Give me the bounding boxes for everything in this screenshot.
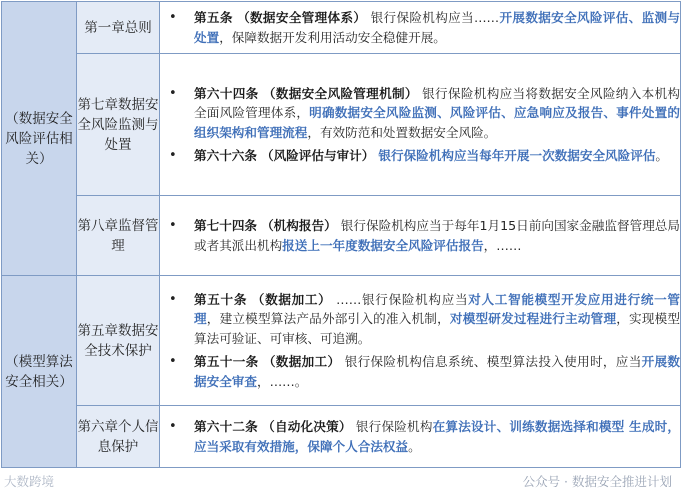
article-text: ……银行保险机构应当 (336, 291, 469, 307)
article-heading: （风险评估与审计） (260, 148, 375, 163)
chapter-cell (77, 54, 160, 196)
article-heading: （数据加工） (262, 354, 341, 370)
list-item (160, 290, 680, 349)
content-cell (160, 2, 681, 54)
category-cell-risk-assessment (2, 2, 77, 276)
highlight-text: 在算法设计、训练数据选择和模型 生成时，应当采取有效措施，保障个人合法权益 (194, 419, 680, 454)
article-text: ，保障数据开发利用活动安全稳健开展。 (219, 29, 446, 45)
chapter-cell (77, 276, 160, 406)
list-item (160, 352, 680, 391)
category-label: （数据安全风险评估相关） (5, 110, 73, 167)
article-heading: （机构报告） (261, 218, 337, 233)
bullet: • (169, 10, 177, 25)
list-item (160, 216, 680, 255)
table-row (2, 196, 681, 276)
list-item (160, 417, 680, 456)
chapter-label: 第八章监督管理 (77, 217, 159, 254)
article-text: ，…… (483, 237, 522, 253)
article-number: 第五十一条 (194, 354, 259, 370)
table-row (2, 54, 681, 196)
list-item (160, 84, 680, 143)
watermark-left (4, 472, 54, 490)
article-number: 第六十六条 (194, 148, 257, 163)
bullet: • (169, 218, 177, 233)
article-heading: （自动化决策） (262, 419, 352, 434)
content-cell (160, 54, 681, 196)
highlight-text: 明确数据安全风险监测、风险评估、应急响应及报告、事件处置的组织架构和管理流程 (194, 105, 681, 140)
article-text: 。 (408, 438, 421, 454)
content-cell (160, 276, 681, 406)
highlight-text: 开展数据安全风险评估、监测与处置 (194, 10, 681, 45)
article-text: ，建立模型算法产品外部引入的准入机制， (206, 311, 450, 327)
content-cell (160, 196, 681, 276)
bullet: • (169, 419, 177, 434)
article-heading: （数据加工） (251, 291, 332, 307)
watermark-right (523, 472, 672, 490)
list-item (160, 146, 680, 166)
article-text: ，实现模型算法可验证、可审核、可追溯。 (194, 311, 681, 346)
article-number: 第七十四条 (194, 218, 258, 233)
watermark-right-text: 公众号 · 数据安全推进计划 (522, 474, 672, 489)
content-cell (160, 406, 681, 468)
article-heading: （数据安全风险管理机制） (262, 85, 418, 101)
regulation-table (1, 1, 681, 468)
article-number: 第五十条 (194, 291, 248, 307)
article-text: 银行保险机构信息系统、模型算法投入使用时，应当 (344, 354, 642, 370)
article-text: 银行保险机构应当将数据安全风险纳入本机构全面风险管理体系， (194, 85, 681, 120)
watermark-left-text: 大数跨境 (4, 474, 55, 489)
bullet: • (169, 354, 177, 370)
bullet: • (169, 148, 177, 163)
bullet: • (169, 85, 177, 101)
highlight-text: 报送上一年度数据安全风险评估报告 (282, 237, 484, 253)
table-row (2, 406, 681, 468)
table-row (2, 276, 681, 406)
article-number: 第六十二条 (194, 419, 258, 434)
article-number: 第六十四条 (194, 85, 259, 101)
chapter-cell (77, 2, 160, 54)
bullet: • (169, 291, 177, 307)
highlight-text: 对人工智能模型开发应用进行统一管理 (194, 291, 680, 327)
chapter-label: 第一章总则 (84, 19, 152, 36)
chapter-label: 第五章数据安全技术保护 (77, 322, 159, 359)
list-item (160, 8, 680, 47)
chapter-label: 第六章个人信息保护 (77, 418, 159, 455)
chapter-label: 第七章数据安全风险监测与处置 (77, 96, 159, 153)
chapter-cell (77, 196, 160, 276)
article-text: 银行保险机构应当于每年1月15日前向国家金融监督管理总局或者其派出机构 (194, 218, 681, 253)
article-text: 银行保险机构应当…… (370, 10, 500, 25)
article-heading: （数据安全管理体系） (237, 10, 367, 25)
table-row (2, 2, 681, 54)
chapter-cell (77, 406, 160, 468)
article-text: ，……。 (256, 373, 308, 389)
highlight-text: 对模型研发过程进行主动管理 (449, 311, 617, 327)
highlight-text: 开展数据安全审查 (194, 354, 681, 389)
article-text: 。 (655, 148, 668, 163)
article-text: 银行保险机构 (355, 419, 433, 434)
category-label: （模型算法安全相关） (5, 353, 73, 390)
category-cell-model-algorithm (2, 276, 77, 468)
highlight-text: 银行保险机构应当每年开展一次数据安全风险评估 (378, 148, 656, 163)
article-text: ，有效防范和处置数据安全风险。 (307, 124, 497, 140)
article-number: 第五条 (194, 10, 233, 25)
